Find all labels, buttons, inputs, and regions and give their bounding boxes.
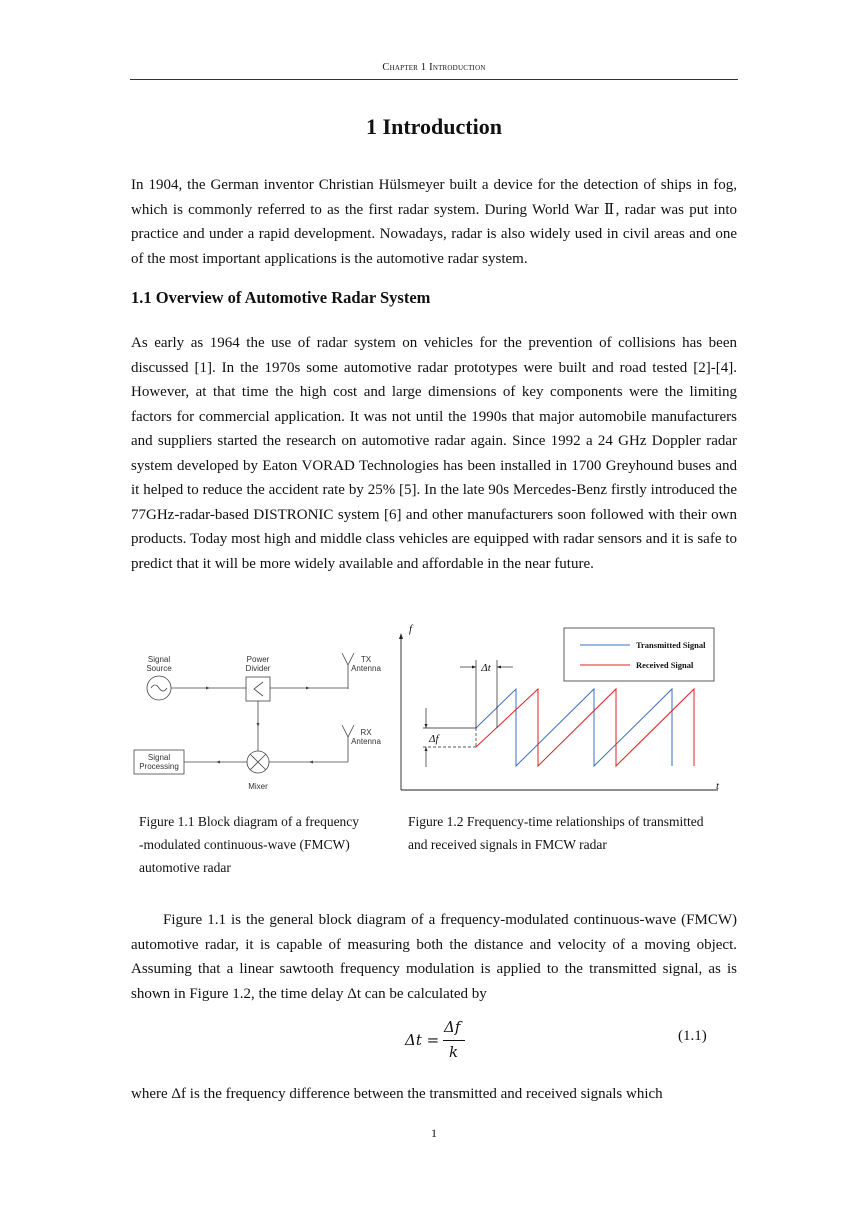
power-divider-label-1: Power — [246, 655, 270, 664]
page-number: 1 — [431, 1126, 437, 1140]
signal-source-label-1: Signal — [147, 655, 171, 664]
caption-line: Figure 1.2 Frequency-time relationships of transmitted — [408, 814, 704, 829]
body-paragraph-3: where Δf is the frequency difference between the transmitted and received signals which — [131, 1086, 663, 1102]
y-axis-label: f — [409, 623, 413, 635]
signal-processing-label-2: Processing — [139, 762, 179, 771]
caption-line: and received signals in FMCW radar — [408, 837, 607, 852]
delta-f-arrow-down — [425, 724, 428, 728]
section-title: 1.1 Overview of Automotive Radar System — [131, 288, 431, 307]
arrow-heads — [206, 687, 313, 764]
running-header: Chapter 1 Introduction — [382, 62, 486, 73]
caption-line: Figure 1.1 Block diagram of a frequency — [139, 814, 360, 829]
legend-label-transmitted: Transmitted Signal — [636, 640, 706, 650]
power-divider-label-2: Divider — [245, 664, 271, 673]
legend-label-received: Received Signal — [636, 660, 694, 670]
equation-denominator: k — [449, 1043, 459, 1061]
chapter-title: 1 Introduction — [366, 114, 502, 139]
caption-line: automotive radar — [139, 860, 231, 875]
header-rule — [130, 79, 738, 80]
mixer-icon — [247, 751, 269, 773]
tx-antenna-label-1: TX — [360, 655, 372, 664]
mixer-label: Mixer — [248, 782, 268, 791]
y-axis-arrow — [399, 633, 403, 639]
received-signal-line — [476, 689, 694, 766]
signal-processing-label-1: Signal — [147, 753, 171, 762]
fraction-bar — [443, 1040, 465, 1041]
figure-1-2-caption — [408, 810, 738, 856]
legend — [564, 628, 714, 681]
equation-number: (1.1) — [678, 1028, 707, 1044]
transmitted-signal-line — [476, 689, 672, 766]
figure-1-1-caption — [139, 810, 384, 879]
intro-paragraph: In 1904, the German inventor Christian Hülsmeyer built a device for the detection of ships in fog, which is commonly referred to as the first radar system. During World War Ⅱ, radar was put into practice and under a rapid development. Nowadays, radar is also widely used in civil areas and one of the most important applications is the automotive radar system. — [131, 177, 737, 267]
fmcw-block-diagram — [130, 640, 392, 800]
x-axis-label: t — [716, 780, 720, 792]
delta-f-label: Δf — [429, 733, 439, 745]
equation-numerator: Δf — [444, 1018, 461, 1036]
delta-t-arrow-left — [497, 666, 501, 669]
signal-source-icon — [147, 676, 171, 700]
delta-t-label: Δt — [481, 662, 491, 674]
delta-t-arrow-right — [472, 666, 476, 669]
section-paragraph: As early as 1964 the use of radar system on vehicles for the prevention of collisions has been discussed [1]. In the 1970s some automotive radar prototypes were built and road tested [2]-[4]. However, at that time the high cost and large dimensions of key components were the limiting factors for commercial application. It was not until the 1990s that major automobile manufacturers and suppliers started the research on automotive radar again. Since 1992 a 24 GHz Doppler radar system developed by Eaton VORAD Technologies has been installed in 1700 Greyhound buses and it helped to reduce the accident rate by 25% [5]. In the late 90s Mercedes-Benz firstly introduced the 77GHz-radar-based DISTRONIC system [6] and other manufacturers soon followed with their own products. Today most high and middle class vehicles are equipped with radar sensors and it is safe to predict that it will be more widely available and affordable in the near future. — [131, 335, 737, 572]
caption-line: -modulated continuous-wave (FMCW) — [139, 837, 350, 852]
tx-antenna-label-2: Antenna — [351, 664, 381, 673]
equation-lhs: Δt = — [405, 1031, 440, 1049]
frequency-time-plot — [396, 618, 728, 800]
body-paragraph-2: Figure 1.1 is the general block diagram of a frequency-modulated continuous-wave (FMCW) automotive radar, it is capable of measuring both the distance and velocity of a moving object. Assuming that a linear sawtooth frequency modulation is applied to the transmitted signal, as is shown in Figure 1.2, the time delay Δt can be calculated by — [131, 912, 737, 1002]
power-divider-icon — [246, 677, 270, 701]
delta-f-arrow-up — [425, 747, 428, 751]
rx-antenna-label-1: RX — [360, 728, 372, 737]
rx-antenna-label-2: Antenna — [351, 737, 381, 746]
signal-source-label-2: Source — [146, 664, 172, 673]
